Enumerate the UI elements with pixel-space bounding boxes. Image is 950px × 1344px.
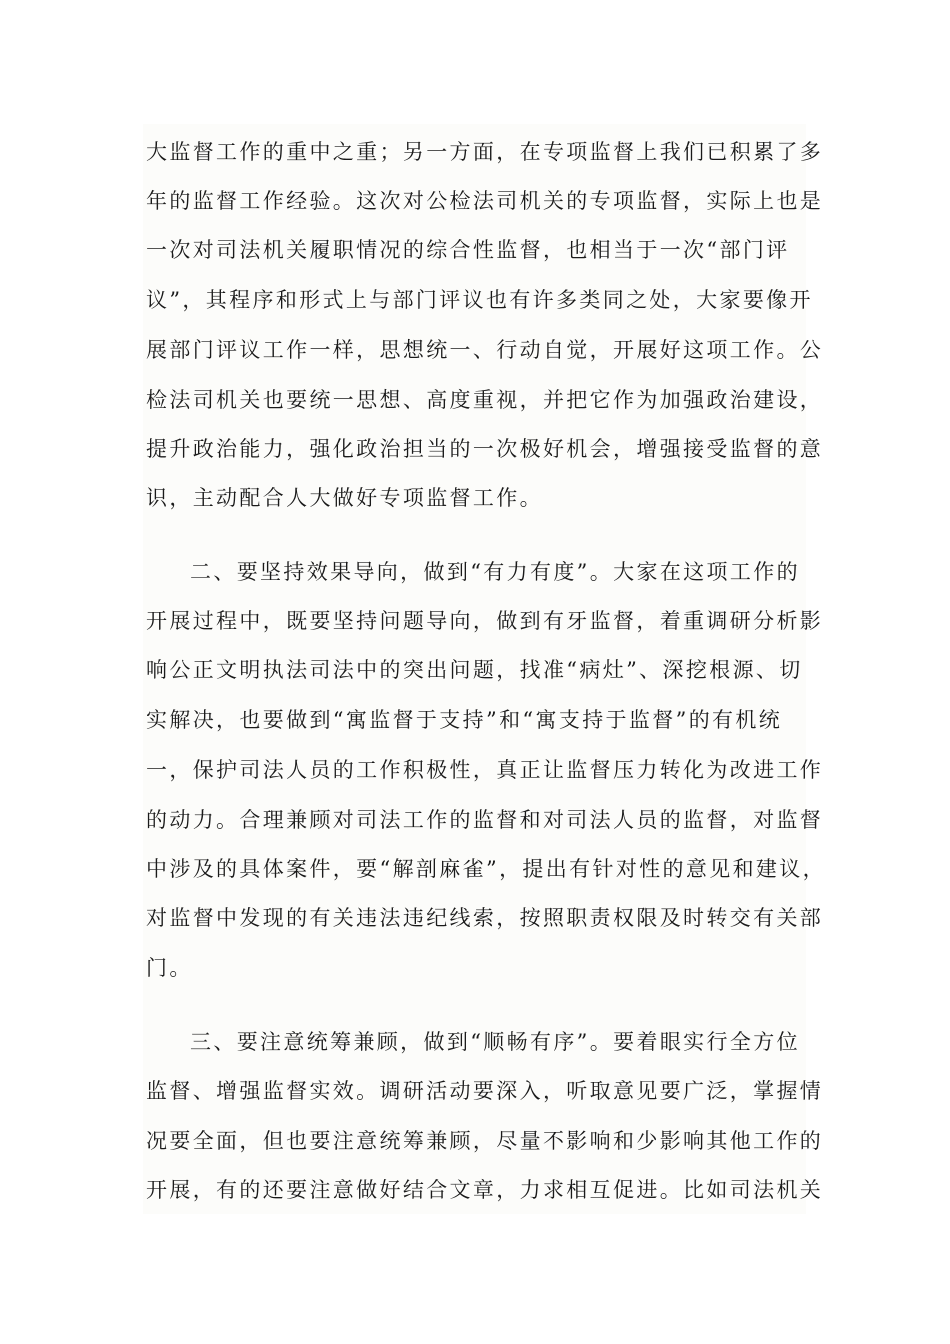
paragraph-1-line-2: 年的监督工作经验。这次对公检法司机关的专项监督，实际上也是 (146, 189, 824, 213)
paragraph-2-line-4: 实解决，也要做到“寓监督于支持”和“寓支持于监督”的有机统 (146, 708, 783, 732)
paragraph-3-line-2: 监督、增强监督实效。调研活动要深入，听取意见要广泛，掌握情 (146, 1079, 824, 1103)
paragraph-2-line-5: 一，保护司法人员的工作积极性，真正让监督压力转化为改进工作 (146, 758, 824, 782)
paragraph-1-line-6: 检法司机关也要统一思想、高度重视，并把它作为加强政治建设， (146, 388, 824, 412)
paragraph-3-line-3: 况要全面，但也要注意统筹兼顾，尽量不影响和少影响其他工作的 (146, 1129, 824, 1153)
paragraph-1-line-7: 提升政治能力，强化政治担当的一次极好机会，增强接受监督的意 (146, 437, 824, 461)
paragraph-3-line-4: 开展，有的还要注意做好结合文章，力求相互促进。比如司法机关 (146, 1178, 824, 1202)
paragraph-2-line-1: 二、要坚持效果导向，做到“有力有度”。大家在这项工作的 (190, 560, 800, 584)
paragraph-2-line-3: 响公正文明执法司法中的突出问题，找准“病灶”、深挖根源、切 (146, 658, 803, 682)
paragraph-2-line-6: 的动力。合理兼顾对司法工作的监督和对司法人员的监督，对监督 (146, 808, 824, 832)
paragraph-2-line-7: 中涉及的具体案件，要“解剖麻雀”，提出有针对性的意见和建议， (146, 857, 826, 881)
paragraph-3-line-1: 三、要注意统筹兼顾，做到“顺畅有序”。要着眼实行全方位 (190, 1030, 800, 1054)
paragraph-1-line-1: 大监督工作的重中之重；另一方面，在专项监督上我们已积累了多 (146, 140, 824, 164)
paragraph-1-line-5: 展部门评议工作一样，思想统一、行动自觉，开展好这项工作。公 (146, 338, 824, 362)
paragraph-1-line-4: 议”，其程序和形式上与部门评议也有许多类同之处，大家要像开 (146, 288, 813, 312)
paragraph-2-line-8: 对监督中发现的有关违法违纪线索，按照职责权限及时转交有关部 (146, 906, 824, 930)
paragraph-2-line-9: 门。 (146, 956, 193, 980)
paragraph-1-line-8: 识，主动配合人大做好专项监督工作。 (146, 486, 543, 510)
paragraph-2-line-2: 开展过程中，既要坚持问题导向，做到有牙监督，着重调研分析影 (146, 609, 824, 633)
paragraph-1-line-3: 一次对司法机关履职情况的综合性监督，也相当于一次“部门评 (146, 238, 790, 262)
